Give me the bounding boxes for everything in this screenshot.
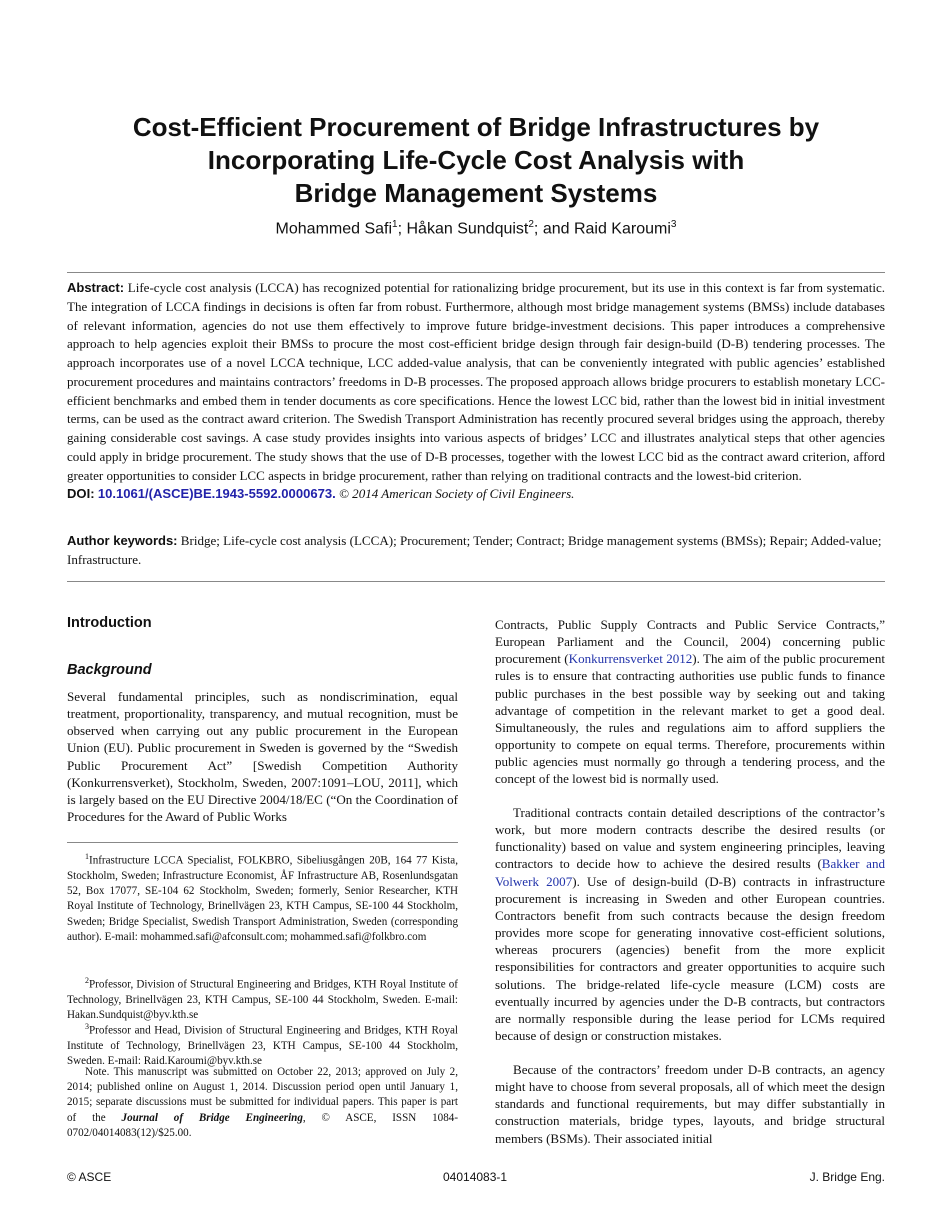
manuscript-note-issn: , © ASCE, ISSN 1084-0702/04014083(12)/$25.00. [67, 1111, 459, 1139]
footnote-rule [67, 842, 458, 843]
keywords-label: Author keywords: [67, 533, 178, 548]
author-sep-2: ; and [533, 220, 574, 238]
keywords-text: Bridge; Life-cycle cost analysis (LCCA); Procurement; Tender; Contract; Bridge management systems (BMSs); Repair; Added-value; Infrastructure. [67, 533, 882, 567]
manuscript-note-text: Note. This manuscript was submitted on October 22, 2013; approved on July 2, 2014; published online on August 1, 2014. Discussion period open until January 1, 2015; separate discussions must be submitted for individual papers. This paper is part of the [67, 1066, 458, 1124]
title-line-1: Cost-Efficient Procurement of Bridge Infrastructures by [132, 112, 820, 142]
author-sep-1: ; [397, 220, 407, 238]
footnote-1 [67, 849, 458, 945]
citation-konkurrensverket-2012[interactable]: Konkurrensverket 2012 [568, 651, 693, 667]
footnote-2-number: 2 [85, 976, 89, 985]
para-text: ). The aim of the public procurement rules is to ensure that contracting authorities use public funds to finance public purchases in the best possible way by seeking out and taking advantage of competition in the relevant market to get a good deal. Simultaneously, the rules and regulations aim to afford suppliers the opportunity to compete on equal terms. Therefore, procurements within public agencies must normally go through a tendering process, and the concept of the lowest bid is normally used. [495, 651, 885, 787]
footer-article-number: 04014083-1 [443, 1170, 508, 1184]
paper-title [60, 111, 892, 210]
manuscript-note [67, 1065, 458, 1141]
author-1: Mohammed Safi [275, 220, 393, 238]
abstract [67, 279, 885, 504]
para-text: Traditional contracts contain detailed descriptions of the contractor’s work, but more modern contracts describe the desired results (or functionality) based on value and system engineering principles, leaving contractors to decide how to achieve the desired results ( [495, 805, 885, 872]
footnote-3-text: Professor and Head, Division of Structural Engineering and Bridges, KTH Royal Institute of Technology, Brinellvägen 23, KTH Campus, SE-100 44 Stockholm, Sweden. E-mail: Raid.Karoumi@byv.kth.se [67, 1024, 458, 1068]
abstract-label: Abstract: [67, 280, 125, 295]
doi-label: DOI: [67, 486, 95, 502]
copyright-text: © 2014 American Society of Civil Engineers. [339, 486, 575, 502]
subsection-heading-background: Background [67, 662, 152, 678]
citation-bakker-volwerk-2007[interactable]: Bakker and Volwerk 2007 [495, 856, 885, 889]
journal-name: Journal of Bridge Engineering [121, 1111, 303, 1124]
author-3: Raid Karoumi [573, 220, 671, 238]
author-2-affil: 2 [528, 219, 534, 230]
para-text: Contracts, Public Supply Contracts and Public Service Contracts,” European Parliament and the Council, 2004) concerning public procurement ( [495, 617, 885, 667]
intro-paragraph-1-cont [495, 616, 885, 788]
author-1-affil: 1 [392, 219, 398, 230]
intro-paragraph-1: Several fundamental principles, such as nondiscrimination, equal treatment, proportionality, transparency, and mutual recognition, must be observed when carrying out any public procurement in the European Union (EU). Public procurement in Sweden is governed by the “Swedish Public Procurement Act” [Swedish Competition Authority (Konkurrensverket), Stockholm, Sweden, 2007:1091–LOU, 2011], which is largely based on the EU Directive 2004/18/EC (“On the Coordination of Procedures for the Award of Public Works [67, 689, 458, 825]
title-line-3: Bridge Management Systems [294, 178, 658, 208]
footnote-1-text: Infrastructure LCCA Specialist, FOLKBRO, Sibeliusgången 20B, 164 77 Kista, Stockholm, Sweden; Infrastructure Economist, ÅF Infrastructure AB, Rosenlundsgatan 52, Box 17077, SE-104 62 Stockholm, Sweden; formerly, Senior Researcher, KTH Royal Institute of Technology, Brinellvägen 23, KTH Campus, SE-100 44 Stockholm, Sweden; Bridge Specialist, Swedish Transport Administration, Sweden (corresponding author). E-mail: mohammed.safi@afconsult.com; mohammed.safi@folkbro.com [67, 854, 458, 943]
footnote-3 [67, 1019, 458, 1069]
abstract-top-rule [67, 272, 885, 273]
author-line [60, 219, 892, 238]
keywords-bottom-rule [67, 581, 885, 582]
intro-paragraph-2 [495, 804, 885, 1044]
section-heading-introduction: Introduction [67, 615, 152, 631]
para-text: ). Use of design-build (D-B) contracts in infrastructure procurement is increasing in Sweden and other European countries. Contractors benefit from such contracts because the design freedom provides more scope for generating innovative cost-efficient solutions, whereas procurers (agencies) benefit from the more explicit responsibilities for contractors and greater opportunities to acquire such solutions. The bridge-related life-cycle measure (LCM) costs are eventually incurred by agencies under the D-B contracts, but contractors are normally responsible during the lease period for LCMs required because of design or construction mistakes. [495, 873, 886, 1044]
footnote-3-number: 3 [85, 1022, 89, 1031]
title-line-2: Incorporating Life-Cycle Cost Analysis with [207, 145, 745, 175]
author-keywords [67, 532, 885, 570]
author-3-affil: 3 [670, 219, 677, 230]
author-2: Håkan Sundquist [406, 220, 529, 238]
intro-paragraph-3: Because of the contractors’ freedom under D-B contracts, an agency might have to choose from several proposals, all of which meet the design standards and functional requirements, but may differ substantially in construction materials, bridge types, layouts, and bridge structural members (BSMs). Their associated initial [495, 1062, 885, 1146]
footer-publisher: © ASCE [67, 1170, 112, 1184]
footnote-2 [67, 973, 458, 1023]
abstract-text: Life-cycle cost analysis (LCCA) has recognized potential for rationalizing bridge procurement, but its use in this context is far from systematic. The integration of LCCA findings in decisions is often far from robust. Furthermore, although most bridge management systems (BMSs) include databases of relevant information, agencies do not use them effectively to improve future bridge-investment decisions. This paper introduces a comprehensive approach to help agencies exploit their BMSs to procure the most cost-efficient bridge design through fair design-build (D-B) tendering processes. The approach incorporates use of a novel LCCA technique, LCC added-value analysis, that can be conveniently integrated with public agencies’ established procurement procedures and maintains contractors’ freedoms in D-B processes. The proposed approach allows bridge procurers to establish monetary LCC-efficient benchmarks and embed them in tender documents as core specifications. Hence the lowest LCC bid, rather than the lowest bid in initial investment terms, can be used as the contract award criterion. The Swedish Transport Administration has recently procured several bridges using the approach, thereby gaining considerable cost savings. A case study provides insights into various aspects of bridges’ LCC and illustrates analytical steps that other agencies could apply in bridge procurement. The study shows that the use of D-B processes, together with the lowest LCC bid as the contract award criterion, afford greater opportunities to consider LCC aspects in bridge procurement, rather than relying on traditional contracts and the lowest-bid criterion. [67, 280, 885, 483]
doi-link[interactable]: 10.1061/(ASCE)BE.1943-5592.0000673. [97, 486, 336, 502]
footnote-2-text: Professor, Division of Structural Engineering and Bridges, KTH Royal Institute of Technology, Brinellvägen 23, KTH Campus, SE-100 44 Stockholm, Sweden. E-mail: Hakan.Sundquist@byv.kth.se [67, 978, 458, 1022]
footnote-1-number: 1 [85, 852, 89, 861]
footer-journal: J. Bridge Eng. [809, 1170, 885, 1184]
